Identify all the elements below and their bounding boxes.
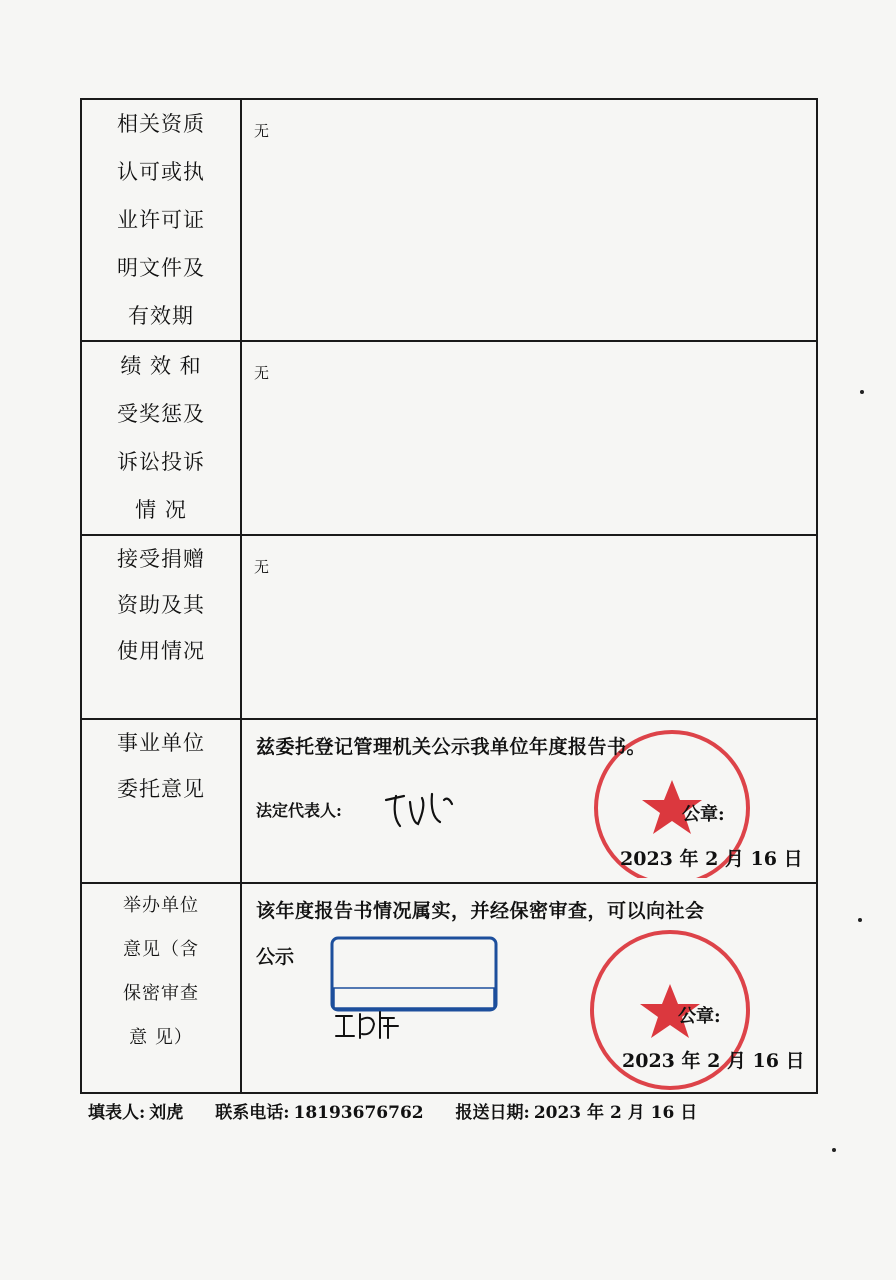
donation-label: [81, 535, 241, 719]
seal-label: 公章:: [682, 804, 725, 825]
label-line: 接受捐赠: [117, 547, 205, 571]
seal-label: 公章:: [678, 1006, 721, 1027]
qualification-label: [81, 99, 241, 341]
entrust-consent-text: 兹委托登记管理机关公示我单位年度报告书。: [256, 736, 647, 758]
label-line: 有效期: [128, 304, 194, 328]
entrust-cell: [241, 719, 817, 883]
label-line: 使用情况: [117, 639, 205, 663]
label-line: 事业单位: [117, 731, 205, 755]
performance-value: 无: [254, 364, 270, 382]
table-row: [81, 99, 817, 341]
phone-label: 联系电话:: [215, 1103, 290, 1123]
filler-name: 刘虎: [149, 1103, 184, 1123]
label-line: 举办单位: [123, 895, 199, 916]
entrust-date: 2023 年 2 月 16 日: [620, 848, 803, 870]
performance-label: [81, 341, 241, 535]
approval-text: 该年度报告书情况属实，并经保密审查，可以向社会: [256, 900, 705, 922]
sponsor-cell: [241, 883, 817, 1093]
scan-mark: [860, 390, 864, 394]
label-line: 资助及其: [117, 593, 205, 617]
approval-text-cont: 公示: [256, 946, 295, 968]
legal-rep-signature: [382, 786, 462, 832]
label-line: 诉讼投诉: [117, 450, 205, 474]
donation-value: 无: [254, 558, 270, 576]
sponsor-date: 2023 年 2 月 16 日: [622, 1050, 805, 1072]
sponsor-label: [81, 883, 241, 1093]
scan-mark: [858, 918, 862, 922]
label-line: 意见（含: [123, 939, 199, 960]
label-line: 业许可证: [117, 208, 205, 232]
label-line: 保密审查: [123, 983, 199, 1004]
performance-value-cell: [241, 341, 817, 535]
legal-rep-label: 法定代表人:: [256, 801, 342, 820]
entrust-label: [81, 719, 241, 883]
table-row: [81, 341, 817, 535]
table-row: [81, 535, 817, 719]
annual-report-table: [80, 98, 818, 1094]
reviewed-stamp: [330, 936, 498, 1012]
sponsor-signature: [332, 1008, 402, 1042]
label-line: 情 况: [135, 498, 187, 522]
label-line: 受奖惩及: [117, 402, 205, 426]
scan-mark: [832, 1148, 836, 1152]
report-date: 2023 年 2 月 16 日: [533, 1103, 698, 1123]
phone-number: 18193676762: [293, 1103, 424, 1123]
report-date-label: 报送日期:: [455, 1103, 530, 1123]
label-line: 委托意见: [117, 777, 205, 801]
label-line: 认可或执: [117, 160, 205, 184]
label-line: 绩 效 和: [120, 354, 202, 378]
qualification-value-cell: [241, 99, 817, 341]
filler-label: 填表人:: [88, 1103, 146, 1123]
table-row: [81, 719, 817, 883]
qualification-value: 无: [254, 122, 270, 140]
label-line: 明文件及: [117, 256, 205, 280]
table-row: [81, 883, 817, 1093]
label-line: 意 见）: [129, 1027, 193, 1048]
footer-info: [88, 1098, 701, 1123]
donation-value-cell: [241, 535, 817, 719]
label-line: 相关资质: [117, 112, 205, 136]
